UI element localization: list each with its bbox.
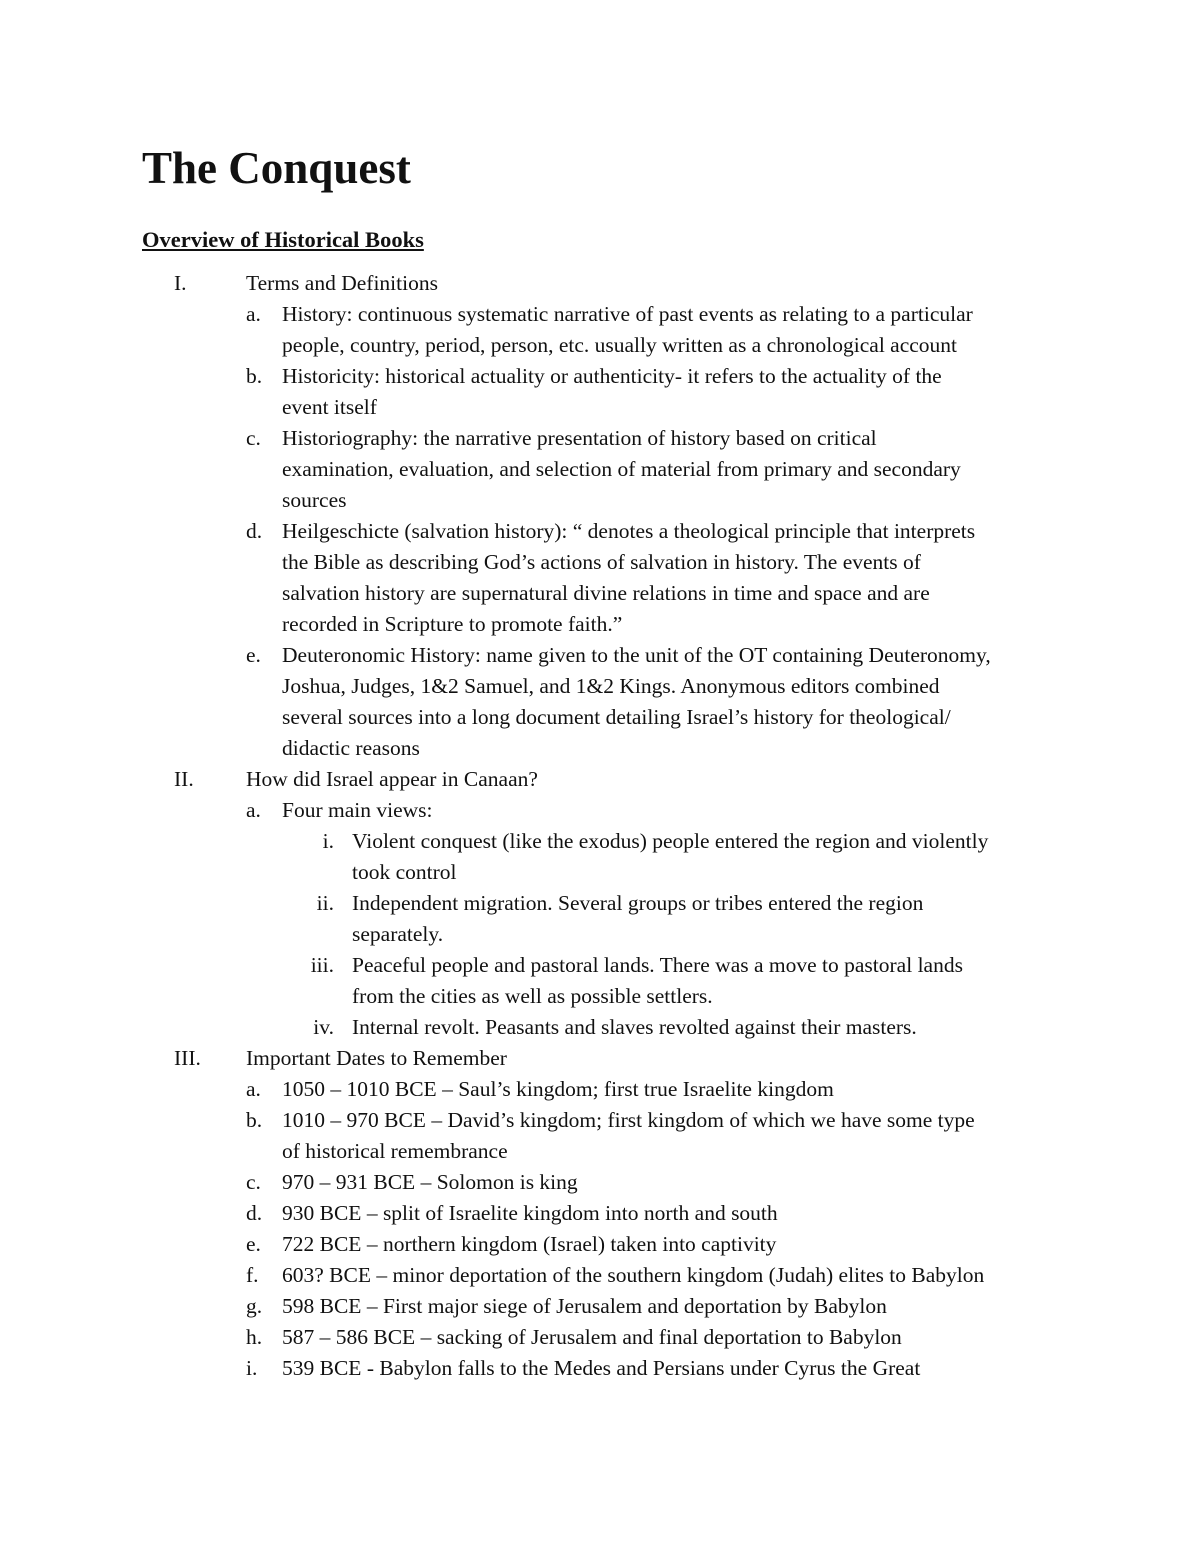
list-item-text (282, 361, 1072, 423)
list-item-label: a. (246, 302, 261, 326)
list-item-line: 598 BCE – First major siege of Jerusalem and deportation by Babylon (282, 1294, 887, 1318)
list-item-line: 587 – 586 BCE – sacking of Jerusalem and final deportation to Babylon (282, 1325, 902, 1349)
sub-list-item (0, 826, 1200, 888)
list-item (0, 1322, 1200, 1353)
list-item-line: Heilgeschicte (salvation history): “ denotes a theological principle that interprets (282, 519, 976, 543)
sub-list-item-line: separately. (352, 922, 444, 946)
list-item-label: e. (246, 643, 261, 667)
sub-list-item (0, 888, 1200, 950)
list-item (0, 1198, 1200, 1229)
list-item (0, 361, 1200, 423)
list-item-line: event itself (282, 395, 377, 419)
list-item-text (282, 640, 1072, 764)
sub-list-item-text (352, 950, 1072, 1012)
sub-list-item-label: iii. (310, 953, 334, 977)
outline-section (0, 268, 1200, 299)
list-item-text (282, 516, 1072, 640)
list-item-text (282, 1260, 1072, 1291)
list-item-label: i. (246, 1356, 258, 1380)
section-number: II. (174, 767, 194, 791)
list-item (0, 1229, 1200, 1260)
list-item-label: c. (246, 1170, 261, 1194)
list-item-line: of historical remembrance (282, 1139, 508, 1163)
list-item (0, 1167, 1200, 1198)
list-item-line: 539 BCE - Babylon falls to the Medes and Persians under Cyrus the Great (282, 1356, 921, 1380)
list-item-text (282, 423, 1072, 516)
section-heading: Overview of Historical Books (142, 227, 424, 252)
sub-list-item-text (352, 826, 1072, 888)
section-number: III. (174, 1046, 201, 1070)
sub-list-item-line: Violent conquest (like the exodus) people entered the region and violently (352, 829, 989, 853)
outline-section (0, 764, 1200, 795)
list-item-text (282, 1167, 1072, 1198)
list-item (0, 795, 1200, 826)
sub-list-item-line: from the cities as well as possible settlers. (352, 984, 713, 1008)
list-item-line: salvation history are supernatural divine relations in time and space and are (282, 581, 930, 605)
outline-section (0, 1043, 1200, 1074)
list-item-line: Historicity: historical actuality or authenticity- it refers to the actuality of the (282, 364, 942, 388)
list-item-label: e. (246, 1232, 261, 1256)
list-item-line: didactic reasons (282, 736, 420, 760)
list-item-line: 930 BCE – split of Israelite kingdom into north and south (282, 1201, 778, 1225)
list-item-text (282, 1291, 1072, 1322)
list-item-label: b. (246, 1108, 263, 1132)
list-item-label: d. (246, 1201, 263, 1225)
section-title: Terms and Definitions (246, 271, 438, 295)
list-item-label: c. (246, 426, 261, 450)
list-item-line: Deuteronomic History: name given to the unit of the OT containing Deuteronomy, (282, 643, 991, 667)
list-item-line: people, country, period, person, etc. usually written as a chronological account (282, 333, 958, 357)
list-item (0, 516, 1200, 640)
list-item-text (282, 1353, 1072, 1384)
list-item-line: examination, evaluation, and selection of material from primary and secondary (282, 457, 961, 481)
list-item-text (282, 1322, 1072, 1353)
sub-list-item (0, 1012, 1200, 1043)
list-item-line: sources (282, 488, 347, 512)
list-item (0, 640, 1200, 764)
list-item-line: Historiography: the narrative presentation of history based on critical (282, 426, 877, 450)
list-item-line: History: continuous systematic narrative of past events as relating to a particular (282, 302, 973, 326)
list-item-text (282, 795, 1072, 826)
list-item (0, 1074, 1200, 1105)
list-item-line: Joshua, Judges, 1&2 Samuel, and 1&2 Kings. Anonymous editors combined (282, 674, 940, 698)
list-item-label: g. (246, 1294, 263, 1318)
list-item-text (282, 1198, 1072, 1229)
sub-list-item-line: Internal revolt. Peasants and slaves revolted against their masters. (352, 1015, 917, 1039)
list-item-label: b. (246, 364, 263, 388)
list-item-line: 603? BCE – minor deportation of the southern kingdom (Judah) elites to Babylon (282, 1263, 985, 1287)
sub-list-item-line: Independent migration. Several groups or tribes entered the region (352, 891, 924, 915)
list-item (0, 1105, 1200, 1167)
sub-list-item-label: i. (322, 829, 334, 853)
sub-list-item (0, 950, 1200, 1012)
section-title: How did Israel appear in Canaan? (246, 767, 538, 791)
list-item-text (282, 1105, 1072, 1167)
list-item-line: recorded in Scripture to promote faith.” (282, 612, 623, 636)
list-item-line: 1050 – 1010 BCE – Saul’s kingdom; first true Israelite kingdom (282, 1077, 834, 1101)
sub-list-item-label: iv. (313, 1015, 334, 1039)
list-item-line: the Bible as describing God’s actions of salvation in history. The events of (282, 550, 921, 574)
list-item-line: 970 – 931 BCE – Solomon is king (282, 1170, 578, 1194)
list-item-label: a. (246, 798, 261, 822)
sub-list-item-line: took control (352, 860, 457, 884)
sub-list-item-line: Peaceful people and pastoral lands. There was a move to pastoral lands (352, 953, 963, 977)
list-item-text (282, 299, 1072, 361)
list-item (0, 1291, 1200, 1322)
page-title: The Conquest (142, 143, 411, 193)
section-number: I. (174, 271, 187, 295)
list-item-line: Four main views: (282, 798, 433, 822)
sub-list-item-text (352, 888, 1072, 950)
list-item-label: d. (246, 519, 263, 543)
list-item-text (282, 1074, 1072, 1105)
section-title: Important Dates to Remember (246, 1046, 507, 1070)
sub-list-item-label: ii. (316, 891, 334, 915)
list-item-text (282, 1229, 1072, 1260)
list-item (0, 423, 1200, 516)
list-item (0, 1353, 1200, 1384)
list-item-label: f. (246, 1263, 259, 1287)
list-item-label: a. (246, 1077, 261, 1101)
list-item-line: 1010 – 970 BCE – David’s kingdom; first kingdom of which we have some type (282, 1108, 975, 1132)
list-item-label: h. (246, 1325, 263, 1349)
list-item (0, 299, 1200, 361)
outline-list (0, 268, 1200, 1384)
list-item-line: 722 BCE – northern kingdom (Israel) taken into captivity (282, 1232, 777, 1256)
list-item (0, 1260, 1200, 1291)
list-item-line: several sources into a long document detailing Israel’s history for theological/ (282, 705, 951, 729)
sub-list-item-text (352, 1012, 1072, 1043)
